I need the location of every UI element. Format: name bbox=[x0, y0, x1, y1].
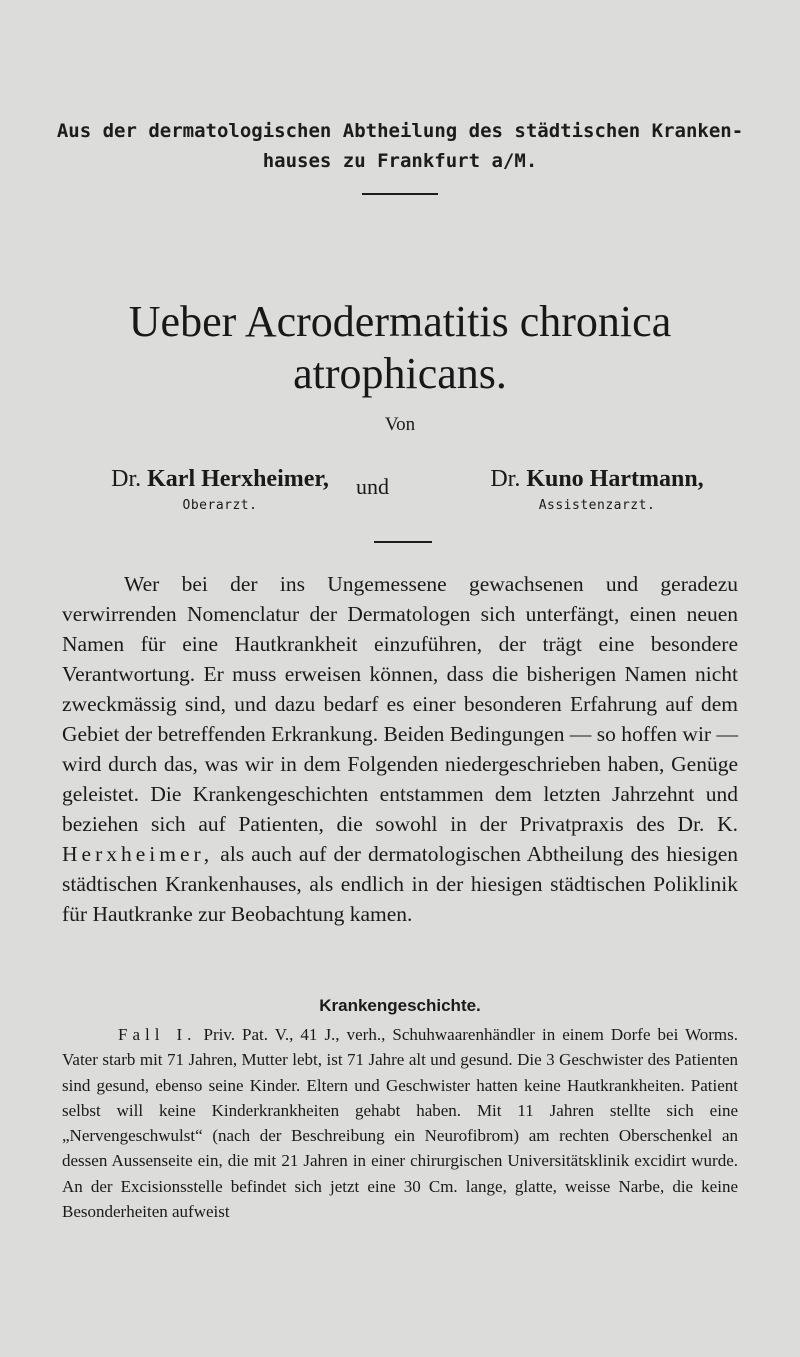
intro-paragraph: Wer bei der ins Ungemessene gewachsenen und geradezu verwirrenden Nomenclatur der Dermatologen sich unterfängt, einen neuen Namen für eine Hautkrankheit einzuführen, der trägt eine besondere Verantwortung. Er muss erweisen können, dass die bisherigen Namen nicht zweckmässig sind, und dazu bedarf es einer besonderen Erfahrung auf dem Gebiet der betreffenden Erkrankung. Beiden Bedingungen — so hoffen wir — wird durch das, was wir in dem Folgenden niedergeschrieben haben, Genüge geleistet. Die Krankengeschichten entstammen dem letzten Jahrzehnt und beziehen sich auf Patienten, die sowohl in der Privatpraxis des Dr. K. Herxheimer, als auch auf der dermatologischen Abtheilung des hiesigen städtischen Krankenhauses, als endlich in der hiesigen städtischen Poliklinik für Hautkranke zur Beobachtung kamen. bbox=[62, 572, 739, 926]
divider-middle bbox=[374, 541, 432, 543]
institution-line-2: hauses zu Frankfurt a/M. bbox=[262, 150, 538, 172]
title-line-1: Ueber Acrodermatitis chronica bbox=[128, 297, 672, 346]
author-herxheimer bbox=[75, 464, 365, 513]
author-prefix: Dr. bbox=[490, 466, 521, 492]
divider-top bbox=[362, 193, 438, 195]
case-paragraph bbox=[62, 1022, 738, 1224]
author-hartmann bbox=[452, 464, 742, 513]
title-line-2: atrophicans. bbox=[293, 349, 507, 398]
author-name: Karl Herxheimer, bbox=[147, 466, 329, 492]
byline: Von bbox=[384, 414, 416, 435]
case-label: Fall I. bbox=[118, 1025, 197, 1044]
author-conjunction: und bbox=[356, 474, 389, 499]
article-title bbox=[0, 296, 800, 400]
author-role: Oberarzt. bbox=[182, 498, 258, 513]
author-name-spaced: Herxheimer, bbox=[62, 842, 214, 866]
author-role: Assistenzarzt. bbox=[538, 498, 656, 513]
author-name: Kuno Hartmann, bbox=[526, 466, 704, 492]
institution-line-1: Aus der dermatologischen Abtheilung des städtischen Kranken- bbox=[56, 120, 744, 142]
case-text: Priv. Pat. V., 41 J., verh., Schuhwaarenhändler in einem Dorfe bei Worms. Vater starb mit 71 Jahren, Mutter lebt, ist 71 Jahre alt und gesund. Die 3 Geschwister des Patienten sind gesund, ebenso seine Kinder. Eltern und Geschwister hatten keine Hautkrankheiten. Patient selbst will keine Kinderkrankheiten gehabt haben. Mit 11 Jahren stellte sich eine „Nervengeschwulst“ (nach der Beschreibung ein Neurofibrom) am rechten Oberschenkel an dessen Aussenseite ein, die mit 21 Jahren in einer chirurgischen Universitätsklinik excidirt wurde. An der Excisionsstelle befindet sich jetzt eine 30 Cm. lange, glatte, weisse Narbe, die keine Besonderheiten aufweist bbox=[62, 1025, 739, 1222]
author-prefix: Dr. bbox=[111, 466, 142, 492]
section-heading: Krankengeschichte. bbox=[319, 996, 481, 1015]
institution-heading bbox=[0, 116, 800, 176]
